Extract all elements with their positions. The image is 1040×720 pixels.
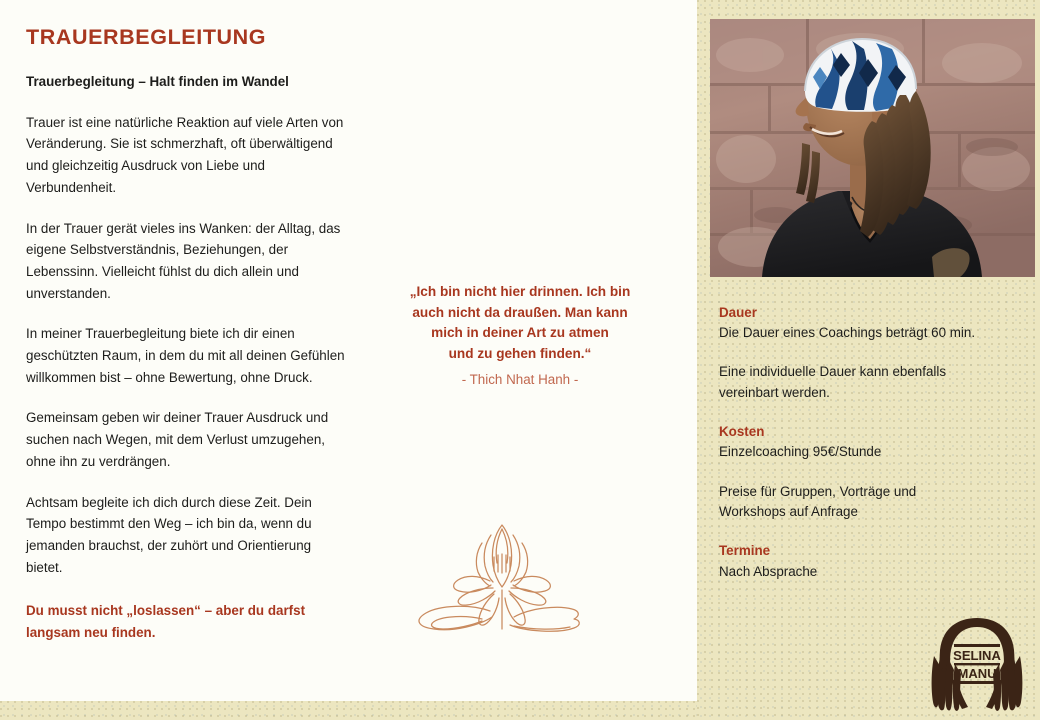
article-paragraph: In meiner Trauerbegleitung biete ich dir einen geschützten Raum, in dem du mit all deinen Gefühlen willkommen bist – ohne Bewertung, ohne Druck. xyxy=(26,326,345,385)
logo-line-2: MANU xyxy=(957,666,997,681)
info-line: Eine individuelle Dauer kann ebenfalls xyxy=(719,364,947,380)
page-title: TRAUERBEGLEITUNG xyxy=(26,25,267,49)
quote-line: und zu gehen finden.“ xyxy=(448,345,592,361)
info-heading: Termine xyxy=(719,543,771,559)
article-paragraph: In der Trauer gerät vieles ins Wanken: der Alltag, das eigene Selbstverständnis, Beziehungen, der Lebenssinn. Vielleicht fühlst du dich allein und unverstanden. xyxy=(26,220,341,301)
quote-line: „Ich bin nicht hier drinnen. Ich bin xyxy=(409,284,631,299)
portrait-photo xyxy=(710,19,1035,277)
article-text-column xyxy=(26,26,346,644)
info-line: Die Dauer eines Coachings beträgt 60 min. xyxy=(719,325,976,341)
quote-text xyxy=(372,282,668,365)
info-group-kosten xyxy=(719,422,1024,462)
info-heading: Dauer xyxy=(719,305,757,320)
info-list xyxy=(719,303,1024,582)
lotus-flower-icon xyxy=(390,495,614,635)
article-paragraph: Achtsam begleite ich dich durch diese Zeit. Dein Tempo bestimmt den Weg – ich bin da, wenn du jemanden brauchst, der zuhört und Orientierung bietet. xyxy=(26,494,312,575)
quote-attribution: - Thich Nhat Hanh - xyxy=(461,371,579,387)
info-line: vereinbart werden. xyxy=(719,384,830,400)
quote-line: mich in deiner Art zu atmen xyxy=(431,325,609,341)
info-heading: Kosten xyxy=(719,424,765,440)
logo-line-1: SELINA xyxy=(953,648,1001,663)
info-line: Workshops auf Anfrage xyxy=(719,504,858,520)
info-line: Preise für Gruppen, Vorträge und xyxy=(719,483,917,499)
info-line: Nach Absprache xyxy=(719,563,818,579)
quote-line: auch nicht da draußen. Man kann xyxy=(412,304,628,320)
article-subheading: Trauerbegleitung – Halt finden im Wandel xyxy=(26,73,289,89)
info-group-individuelle-dauer xyxy=(719,362,1024,403)
sidebar-panel xyxy=(697,0,1040,720)
selina-manu-logo xyxy=(928,612,1026,716)
info-group-dauer xyxy=(719,303,1024,343)
pull-quote xyxy=(372,282,668,390)
bottom-band xyxy=(0,701,697,720)
info-group-termine xyxy=(719,541,1024,581)
quote-and-illustration-column xyxy=(372,0,668,701)
article-paragraph: Trauer ist eine natürliche Reaktion auf viele Arten von Veränderung. Sie ist schmerzhaft, oft überwältigend und gleichzeitig Ausdruck von Liebe und Verbundenheit. xyxy=(26,114,344,195)
info-group-gruppenpreise xyxy=(719,482,1024,523)
article-closing-statement: Du musst nicht „loslassen“ – aber du darfst langsam neu finden. xyxy=(26,603,306,641)
article-paragraph: Gemeinsam geben wir deiner Trauer Ausdruck und suchen nach Wegen, mit dem Verlust umzugehen, ohne ihn zu verdrängen. xyxy=(26,410,329,469)
info-line: Einzelcoaching 95€/Stunde xyxy=(719,444,882,460)
